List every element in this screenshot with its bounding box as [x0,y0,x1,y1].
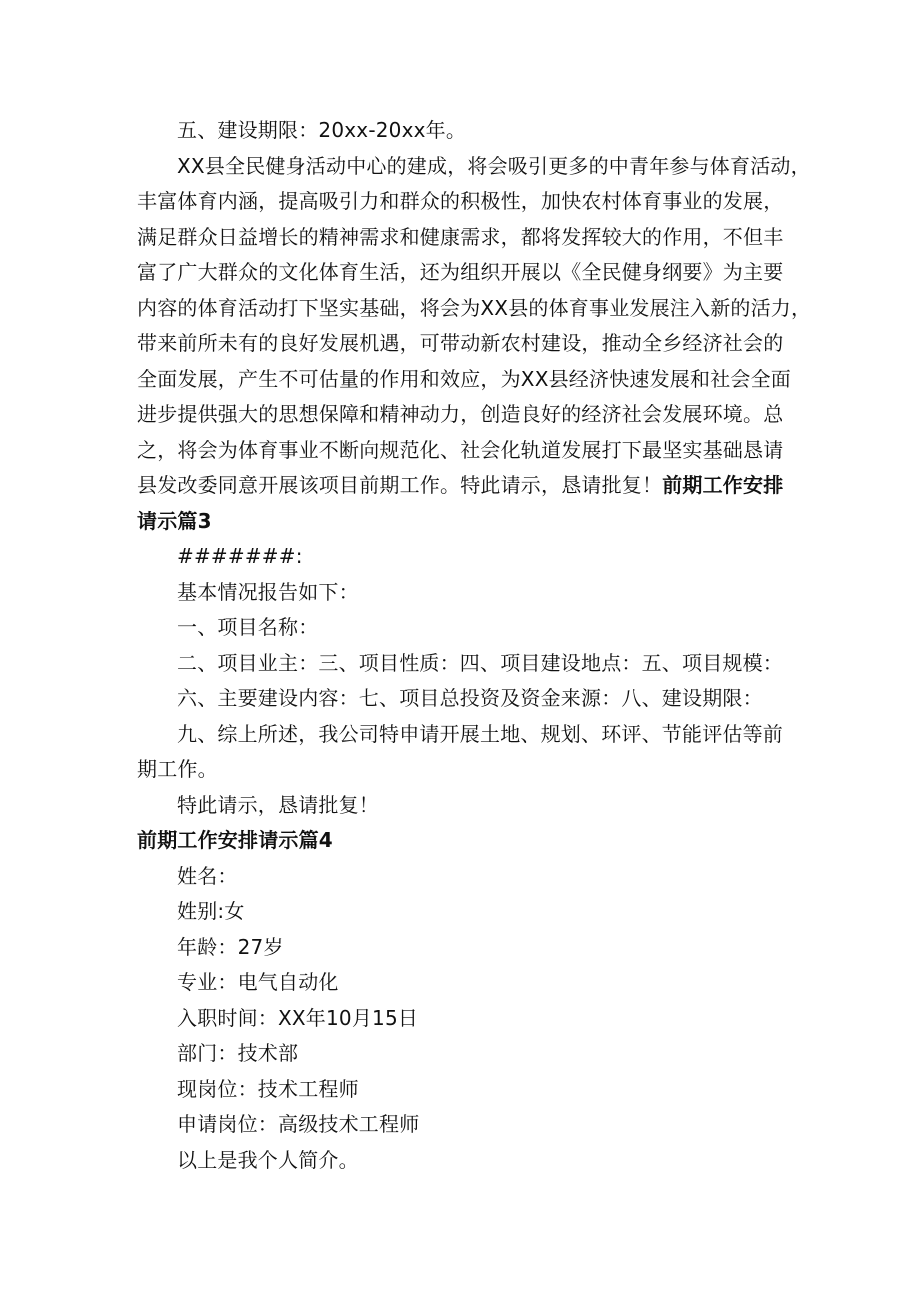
item-project-name: 一、项目名称： [177,615,319,639]
paragraph-line: XX县全民健身活动中心的建成，将会吸引更多的中青年参与体育活动， [177,153,811,178]
paragraph-closing-text: 县发改委同意开展该项目前期工作。特此请示，恳请批复！ [137,473,663,497]
field-current-position: 现岗位：技术工程师 [177,1076,359,1101]
field-name: 姓名： [177,863,238,888]
paragraph-line: 之，将会为体育事业不断向规范化、社会化轨道发展打下最坚实基础恳请 [137,437,784,462]
item-content-investment-period: 六、主要建设内容：七、项目总投资及资金来源：八、建设期限： [177,686,763,710]
paragraph-line: 内容的体育活动打下坚实基础，将会为XX县的体育事业发展注入新的活力， [137,295,812,320]
paragraph-line: 丰富体育内涵，提高吸引力和群众的积极性，加快农村体育事业的发展， [137,189,784,213]
salutation: #######: [177,544,303,568]
sports-center-paragraph [137,149,812,540]
field-gender: 姓别:女 [177,899,245,923]
paragraph-line: 九、综上所述，我公司特申请开展土地、规划、环评、节能评估等前 [177,721,783,746]
field-hire-date: 入职时间：XX年10月15日 [177,1005,419,1030]
item-project-owner-nature-site-scale: 二、项目业主：三、项目性质：四、项目建设地点：五、项目规模： [177,650,783,675]
field-age: 年龄：27岁 [177,934,284,959]
construction-period-line: 五、建设期限：20xx-20xx年。 [177,118,467,142]
section3-heading-part1: 前期工作安排 [662,473,784,497]
paragraph-last-line [137,468,785,504]
field-department: 部门：技术部 [177,1041,299,1065]
paragraph-line: 期工作。 [137,757,218,781]
paragraph-line: 进步提供强大的思想保障和精神动力，创造良好的经济社会发展环境。总 [137,402,784,426]
report-intro: 基本情况报告如下： [177,579,359,604]
closing-request: 特此请示，恳请批复！ [177,792,379,817]
paragraph-line: 富了广大群众的文化体育生活，还为组织开展以《全民健身纲要》为主要 [137,260,784,284]
paragraph-line: 带来前所未有的良好发展机遇，可带动新农村建设，推动全乡经济社会的 [137,331,784,355]
field-applied-position: 申请岗位：高级技术工程师 [177,1112,420,1136]
document-body [137,113,812,1178]
field-major: 专业：电气自动化 [177,970,339,994]
section3-heading-part2: 请示篇3 [137,508,212,533]
paragraph-line: 满足群众日益增长的精神需求和健康需求，都将发挥较大的作用，不但丰 [137,224,784,249]
paragraph-line: 全面发展，产生不可估量的作用和效应，为XX县经济快速发展和社会全面 [137,366,792,391]
field-intro-closing: 以上是我个人简介。 [177,1147,359,1172]
item-summary-paragraph [137,717,785,788]
section4-heading: 前期工作安排请示篇4 [137,828,333,852]
